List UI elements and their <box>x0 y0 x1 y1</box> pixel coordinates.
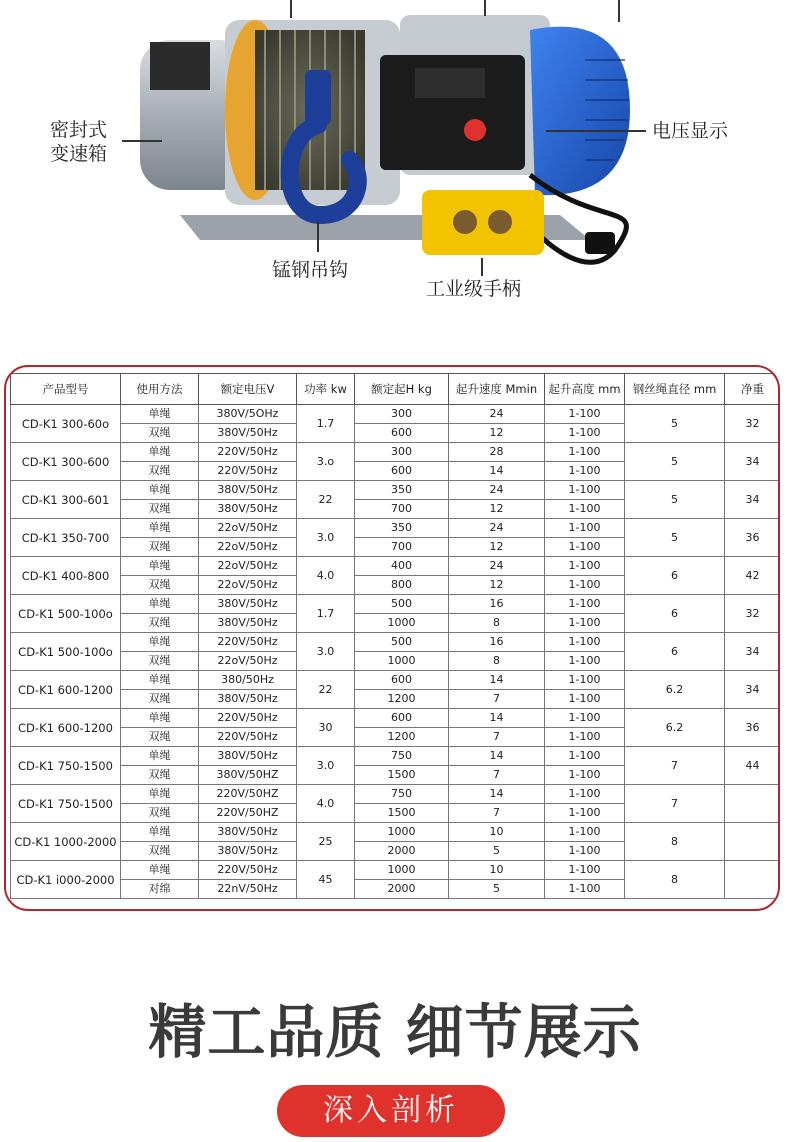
header-power: 功率 kw <box>297 374 355 405</box>
cell-weight <box>725 823 781 861</box>
cell-power: 22 <box>297 481 355 519</box>
cell-method: 单绳 <box>121 709 199 728</box>
cell-load: 800 <box>355 576 449 595</box>
cell-voltage: 220V/50HZ <box>199 804 297 823</box>
cell-speed: 7 <box>449 804 545 823</box>
cell-voltage: 380V/50Hz <box>199 747 297 766</box>
cell-weight: 34 <box>725 671 781 709</box>
cell-height: 1-100 <box>545 519 625 538</box>
cell-method: 双绳 <box>121 614 199 633</box>
cell-load: 750 <box>355 747 449 766</box>
cell-speed: 8 <box>449 614 545 633</box>
cell-rope: 5 <box>625 405 725 443</box>
cell-power: 45 <box>297 861 355 899</box>
callout-hook: 锰钢吊钩 <box>272 259 349 281</box>
cell-method: 单绳 <box>121 633 199 652</box>
cell-height: 1-100 <box>545 481 625 500</box>
leader-line-top-1 <box>290 0 292 18</box>
header-model: 产品型号 <box>11 374 121 405</box>
cell-method: 双绳 <box>121 842 199 861</box>
cell-height: 1-100 <box>545 861 625 880</box>
cell-speed: 5 <box>449 842 545 861</box>
cell-power: 4.0 <box>297 557 355 595</box>
cell-weight: 42 <box>725 557 781 595</box>
leader-line-hook <box>317 222 319 252</box>
cell-load: 1000 <box>355 652 449 671</box>
cell-weight <box>725 785 781 823</box>
motor <box>530 27 630 196</box>
cell-load: 350 <box>355 481 449 500</box>
cell-method: 双绳 <box>121 804 199 823</box>
cell-model: CD-K1 1000-2000 <box>11 823 121 861</box>
cell-method: 单绳 <box>121 443 199 462</box>
cell-voltage: 220V/50Hz <box>199 462 297 481</box>
cell-model: CD-K1 750-1500 <box>11 747 121 785</box>
cell-height: 1-100 <box>545 633 625 652</box>
cell-voltage: 380/50Hz <box>199 671 297 690</box>
cell-voltage: 380V/50Hz <box>199 823 297 842</box>
cell-voltage: 220V/50HZ <box>199 785 297 804</box>
cell-voltage: 380V/50Hz <box>199 481 297 500</box>
cell-height: 1-100 <box>545 405 625 424</box>
cell-method: 双绳 <box>121 462 199 481</box>
cell-height: 1-100 <box>545 785 625 804</box>
table-row <box>11 633 781 652</box>
cell-voltage: 380V/50Hz <box>199 595 297 614</box>
cell-model: CD-K1 300-60o <box>11 405 121 443</box>
cell-method: 单绳 <box>121 595 199 614</box>
cell-load: 700 <box>355 538 449 557</box>
cell-method: 双绳 <box>121 576 199 595</box>
cell-method: 双绳 <box>121 690 199 709</box>
cell-voltage: 22oV/50Hz <box>199 538 297 557</box>
cell-height: 1-100 <box>545 671 625 690</box>
cell-weight: 36 <box>725 519 781 557</box>
cell-voltage: 380V/50Hz <box>199 614 297 633</box>
cell-speed: 12 <box>449 538 545 557</box>
cell-method: 单绳 <box>121 557 199 576</box>
header-voltage: 额定电压V <box>199 374 297 405</box>
table-row <box>11 595 781 614</box>
spec-table-frame <box>4 365 780 911</box>
cell-load: 300 <box>355 443 449 462</box>
cell-voltage: 22oV/50Hz <box>199 557 297 576</box>
table-row <box>11 823 781 842</box>
cell-speed: 5 <box>449 880 545 899</box>
table-row <box>11 481 781 500</box>
spec-table-body <box>11 405 781 899</box>
table-row <box>11 709 781 728</box>
cell-weight: 32 <box>725 595 781 633</box>
cell-load: 750 <box>355 785 449 804</box>
header-weight: 净重 <box>725 374 781 405</box>
table-row <box>11 785 781 804</box>
cell-speed: 7 <box>449 766 545 785</box>
winch-product-image <box>0 0 790 330</box>
cell-load: 600 <box>355 462 449 481</box>
cell-rope: 6.2 <box>625 709 725 747</box>
leader-line-top-3 <box>618 0 620 22</box>
cell-load: 2000 <box>355 880 449 899</box>
leader-line-gearbox <box>122 140 162 142</box>
cell-speed: 12 <box>449 500 545 519</box>
cell-speed: 14 <box>449 462 545 481</box>
cell-height: 1-100 <box>545 823 625 842</box>
cell-method: 双绳 <box>121 538 199 557</box>
cell-load: 400 <box>355 557 449 576</box>
table-row <box>11 861 781 880</box>
cell-rope: 7 <box>625 785 725 823</box>
cell-voltage: 220V/50Hz <box>199 861 297 880</box>
cell-voltage: 380V/50HZ <box>199 766 297 785</box>
cell-method: 双绳 <box>121 728 199 747</box>
cell-rope: 8 <box>625 861 725 899</box>
cell-model: CD-K1 300-600 <box>11 443 121 481</box>
cell-rope: 6 <box>625 557 725 595</box>
cell-power: 3.0 <box>297 519 355 557</box>
cell-model: CD-K1 350-700 <box>11 519 121 557</box>
cell-method: 单绳 <box>121 823 199 842</box>
cell-speed: 14 <box>449 671 545 690</box>
cell-power: 1.7 <box>297 595 355 633</box>
cell-weight <box>725 861 781 899</box>
header-load: 额定起H kg <box>355 374 449 405</box>
cell-method: 单绳 <box>121 519 199 538</box>
cell-load: 500 <box>355 633 449 652</box>
cell-rope: 6.2 <box>625 671 725 709</box>
table-row <box>11 671 781 690</box>
cell-height: 1-100 <box>545 538 625 557</box>
cell-speed: 14 <box>449 709 545 728</box>
callout-sealed-gearbox <box>50 118 107 166</box>
cell-speed: 28 <box>449 443 545 462</box>
cell-model: CD-K1 600-1200 <box>11 671 121 709</box>
cell-voltage: 220V/50Hz <box>199 443 297 462</box>
table-row <box>11 519 781 538</box>
cell-height: 1-100 <box>545 880 625 899</box>
cell-model: CD-K1 400-800 <box>11 557 121 595</box>
cell-rope: 5 <box>625 481 725 519</box>
cell-weight: 34 <box>725 443 781 481</box>
cell-voltage: 380V/50Hz <box>199 842 297 861</box>
cell-height: 1-100 <box>545 576 625 595</box>
cell-power: 3.0 <box>297 633 355 671</box>
header-speed: 起升速度 Mmin <box>449 374 545 405</box>
cell-height: 1-100 <box>545 690 625 709</box>
cell-height: 1-100 <box>545 614 625 633</box>
cell-model: CD-K1 750-1500 <box>11 785 121 823</box>
cell-speed: 12 <box>449 576 545 595</box>
table-row <box>11 557 781 576</box>
cell-power: 30 <box>297 709 355 747</box>
cell-load: 1500 <box>355 804 449 823</box>
cell-height: 1-100 <box>545 500 625 519</box>
cell-height: 1-100 <box>545 557 625 576</box>
cell-load: 600 <box>355 709 449 728</box>
cell-rope: 8 <box>625 823 725 861</box>
cell-weight: 36 <box>725 709 781 747</box>
cell-method: 单绳 <box>121 405 199 424</box>
cell-height: 1-100 <box>545 842 625 861</box>
section-headline: 精工品质 细节展示 <box>148 998 642 1066</box>
cell-load: 350 <box>355 519 449 538</box>
cell-model: CD-K1 i000-2000 <box>11 861 121 899</box>
cell-method: 双绳 <box>121 500 199 519</box>
cell-voltage: 380V/5OHz <box>199 405 297 424</box>
table-row <box>11 405 781 424</box>
cell-speed: 14 <box>449 747 545 766</box>
cell-rope: 5 <box>625 443 725 481</box>
cell-model: CD-K1 600-1200 <box>11 709 121 747</box>
cell-weight: 34 <box>725 481 781 519</box>
cell-speed: 10 <box>449 861 545 880</box>
cell-rope: 6 <box>625 633 725 671</box>
cell-voltage: 380V/50Hz <box>199 424 297 443</box>
cell-load: 1500 <box>355 766 449 785</box>
cell-power: 25 <box>297 823 355 861</box>
cell-speed: 10 <box>449 823 545 842</box>
callout-sealed-gearbox-line2: 变速箱 <box>50 143 108 165</box>
cell-voltage: 220V/50Hz <box>199 709 297 728</box>
cell-height: 1-100 <box>545 804 625 823</box>
table-row <box>11 443 781 462</box>
pendant-handle <box>422 190 544 255</box>
spec-table <box>10 373 780 899</box>
cell-method: 单绳 <box>121 671 199 690</box>
callout-handle: 工业级手柄 <box>426 278 522 300</box>
cell-height: 1-100 <box>545 766 625 785</box>
cell-voltage: 22oV/50Hz <box>199 519 297 538</box>
cell-load: 600 <box>355 424 449 443</box>
cell-method: 单绳 <box>121 861 199 880</box>
cell-speed: 14 <box>449 785 545 804</box>
cell-load: 1000 <box>355 823 449 842</box>
cell-height: 1-100 <box>545 462 625 481</box>
cell-rope: 7 <box>625 747 725 785</box>
cell-method: 双绳 <box>121 652 199 671</box>
header-method: 使用方法 <box>121 374 199 405</box>
cell-power: 22 <box>297 671 355 709</box>
leader-line-voltage <box>546 130 646 132</box>
cell-weight: 34 <box>725 633 781 671</box>
leader-line-top-2 <box>484 0 486 16</box>
spec-table-header-row <box>11 374 781 405</box>
cell-voltage: 380V/50Hz <box>199 500 297 519</box>
cell-load: 1200 <box>355 690 449 709</box>
cell-load: 300 <box>355 405 449 424</box>
cell-method: 双绳 <box>121 766 199 785</box>
cell-speed: 16 <box>449 633 545 652</box>
header-height: 起升高度 mm <box>545 374 625 405</box>
cell-speed: 8 <box>449 652 545 671</box>
cell-method: 对绵 <box>121 880 199 899</box>
cell-speed: 7 <box>449 690 545 709</box>
cell-speed: 24 <box>449 481 545 500</box>
cell-power: 3.0 <box>297 747 355 785</box>
cell-voltage: 22oV/50Hz <box>199 576 297 595</box>
cell-method: 单绳 <box>121 481 199 500</box>
cell-load: 1000 <box>355 614 449 633</box>
cell-method: 单绳 <box>121 785 199 804</box>
cell-power: 1.7 <box>297 405 355 443</box>
callout-sealed-gearbox-line1: 密封式 <box>50 119 108 141</box>
cell-method: 单绳 <box>121 747 199 766</box>
cell-model: CD-K1 500-100o <box>11 595 121 633</box>
cell-voltage: 220V/50Hz <box>199 633 297 652</box>
cell-voltage: 22oV/50Hz <box>199 652 297 671</box>
cell-voltage: 380V/50Hz <box>199 690 297 709</box>
cell-height: 1-100 <box>545 652 625 671</box>
cell-speed: 24 <box>449 557 545 576</box>
cell-voltage: 22nV/50Hz <box>199 880 297 899</box>
cell-load: 700 <box>355 500 449 519</box>
cell-voltage: 220V/50Hz <box>199 728 297 747</box>
callout-voltage-display: 电压显示 <box>652 120 729 142</box>
cell-load: 600 <box>355 671 449 690</box>
cell-rope: 6 <box>625 595 725 633</box>
cell-speed: 12 <box>449 424 545 443</box>
cell-load: 500 <box>355 595 449 614</box>
cell-height: 1-100 <box>545 709 625 728</box>
cell-height: 1-100 <box>545 424 625 443</box>
table-row <box>11 747 781 766</box>
cell-speed: 24 <box>449 519 545 538</box>
cell-height: 1-100 <box>545 728 625 747</box>
cell-method: 双绳 <box>121 424 199 443</box>
cell-speed: 7 <box>449 728 545 747</box>
cell-height: 1-100 <box>545 443 625 462</box>
cell-load: 1200 <box>355 728 449 747</box>
cell-weight: 44 <box>725 747 781 785</box>
header-rope: 钢丝绳直径 mm <box>625 374 725 405</box>
cell-model: CD-K1 300-601 <box>11 481 121 519</box>
cell-load: 1000 <box>355 861 449 880</box>
cell-rope: 5 <box>625 519 725 557</box>
cell-speed: 16 <box>449 595 545 614</box>
explore-button[interactable]: 深入剖析 <box>277 1085 505 1137</box>
cell-height: 1-100 <box>545 595 625 614</box>
cell-power: 3.o <box>297 443 355 481</box>
cell-speed: 24 <box>449 405 545 424</box>
cell-model: CD-K1 500-100o <box>11 633 121 671</box>
cell-height: 1-100 <box>545 747 625 766</box>
cell-weight: 32 <box>725 405 781 443</box>
cell-load: 2000 <box>355 842 449 861</box>
cell-power: 4.0 <box>297 785 355 823</box>
leader-line-handle <box>481 258 483 276</box>
